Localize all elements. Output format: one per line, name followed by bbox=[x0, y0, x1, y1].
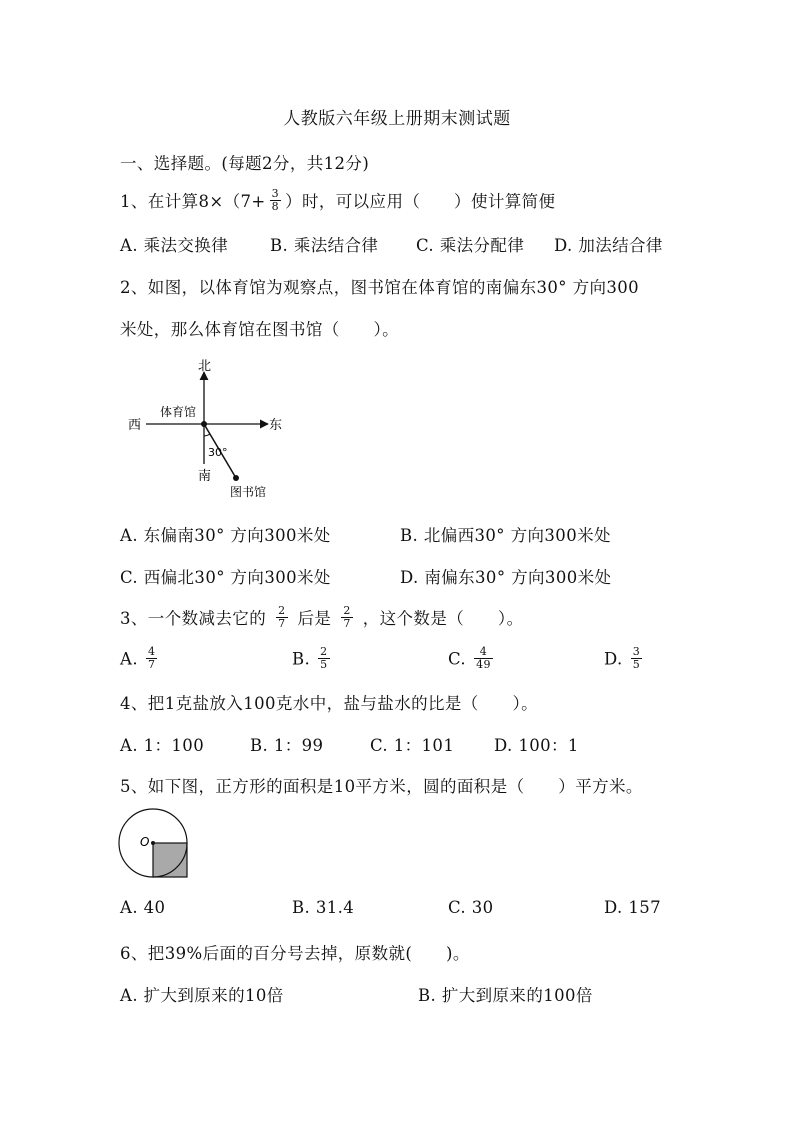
question-5: 5、如下图，正方形的面积是10平方米，圆的面积是（ ）平方米。 bbox=[120, 777, 643, 796]
question-2-line-2: 米处，那么体育馆在图书馆（ ）。 bbox=[120, 320, 400, 339]
question-2-line-1: 2、如图，以体育馆为观察点，图书馆在体育馆的南偏东30° 方向300 bbox=[120, 278, 640, 297]
section-heading: 一、选择题。(每题2分，共12分) bbox=[120, 154, 370, 173]
q6-option-a[interactable]: A. 扩大到原来的10倍 bbox=[120, 986, 284, 1005]
q5-option-d[interactable]: D. 157 bbox=[604, 898, 662, 917]
q3-option-d[interactable]: D. $\frac{3}{5}$ bbox=[604, 645, 641, 671]
west-label: 西 bbox=[128, 418, 142, 433]
circle-center bbox=[151, 841, 155, 845]
question-1-text-before: 1、在计算8×（7+ bbox=[120, 192, 266, 211]
q4-option-c[interactable]: C. 1：101 bbox=[370, 736, 455, 755]
question-3 bbox=[120, 605, 523, 632]
fraction-2-7-a: $\frac{2}{7}$ bbox=[278, 604, 286, 630]
q5-option-a[interactable]: A. 40 bbox=[120, 898, 166, 917]
q1-option-b[interactable]: B. 乘法结合律 bbox=[270, 236, 379, 255]
library-label: 图书馆 bbox=[230, 485, 267, 499]
fraction-2-7-b: $\frac{2}{7}$ bbox=[343, 604, 351, 630]
q4-option-b[interactable]: B. 1：99 bbox=[250, 736, 324, 755]
q2-option-d[interactable]: D. 南偏东30° 方向300米处 bbox=[400, 568, 612, 587]
page-title: 人教版六年级上册期末测试题 bbox=[283, 109, 511, 129]
q2-option-c[interactable]: C. 西偏北30° 方向300米处 bbox=[120, 568, 331, 587]
circle-square-figure bbox=[118, 808, 198, 888]
direction-diagram bbox=[120, 352, 300, 502]
q1-option-a[interactable]: A. 乘法交换律 bbox=[120, 236, 229, 255]
fraction-3-8: $\frac{3}{8}$ bbox=[271, 187, 280, 213]
q3-option-c[interactable]: C. $\frac{4}{49}$ bbox=[448, 645, 491, 671]
question-4: 4、把1克盐放入100克水中，盐与盐水的比是（ ）。 bbox=[120, 694, 539, 713]
question-3-text-2: 后是 bbox=[297, 609, 332, 628]
q3-option-a[interactable]: A. $\frac{4}{7}$ bbox=[120, 645, 156, 671]
question-1 bbox=[120, 188, 555, 215]
q6-option-b[interactable]: B. 扩大到原来的100倍 bbox=[418, 986, 593, 1005]
q5-option-b[interactable]: B. 31.4 bbox=[292, 898, 355, 917]
q1-option-c[interactable]: C. 乘法分配律 bbox=[416, 236, 525, 255]
question-3-text-1: 3、一个数减去它的 bbox=[120, 609, 267, 628]
library-point bbox=[233, 475, 239, 481]
question-1-text-after: ）时，可以应用（ ）使计算简便 bbox=[285, 192, 556, 211]
gym-label: 体育馆 bbox=[160, 405, 197, 419]
q3-option-b[interactable]: B. $\frac{2}{5}$ bbox=[292, 645, 328, 671]
center-label: O bbox=[140, 835, 150, 849]
q5-option-c[interactable]: C. 30 bbox=[448, 898, 494, 917]
angle-label: 30° bbox=[208, 446, 228, 459]
q4-option-a[interactable]: A. 1：100 bbox=[120, 736, 205, 755]
angle-arc bbox=[204, 434, 210, 436]
q1-option-d[interactable]: D. 加法结合律 bbox=[554, 236, 663, 255]
question-3-text-3: ，这个数是（ ）。 bbox=[362, 609, 524, 628]
east-label: 东 bbox=[269, 418, 283, 433]
gym-point bbox=[201, 421, 207, 427]
south-label: 南 bbox=[198, 469, 212, 484]
question-6: 6、把39%后面的百分号去掉，原数就( )。 bbox=[120, 944, 470, 963]
q2-option-a[interactable]: A. 东偏南30° 方向300米处 bbox=[120, 526, 331, 545]
q4-option-d[interactable]: D. 100：1 bbox=[494, 736, 579, 755]
north-label: 北 bbox=[198, 359, 212, 374]
q2-option-b[interactable]: B. 北偏西30° 方向300米处 bbox=[400, 526, 611, 545]
